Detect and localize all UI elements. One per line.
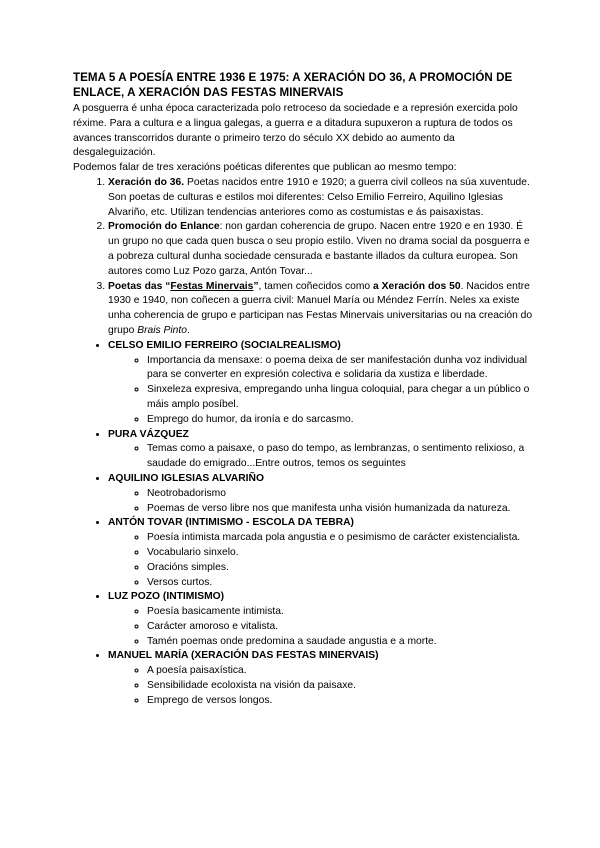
author-point: ◦ Poesía intimista marcada pola angustia e o pesimismo de carácter existencialista. (147, 531, 535, 546)
author-points (108, 664, 535, 708)
author-point: ◦ Importancia da mensaxe: o poema deixa de ser manifestación dunha voz individual para se converter en expresión colectiva e solidaria da xustiza e liberdade. (147, 354, 535, 384)
author-name: ANTÓN TOVAR (INTIMISMO - ESCOLA DA TEBRA) (108, 517, 354, 529)
author-point: ◦ Sinxeleza expresiva, empregando unha lingua coloquial, para chegar a un público o máis amplo posíbel. (147, 383, 535, 413)
author-points (108, 605, 535, 649)
author-name: PURA VÁZQUEZ (108, 428, 189, 440)
author-name: MANUEL MARÍA (XERACIÓN DAS FESTAS MINERVAIS) (108, 650, 379, 662)
generation-text: . (187, 324, 190, 336)
generation-text: Poetas nacidos entre 1910 e 1920; a guerra civil colleos na súa xuventude. Son poetas de culturas e estilos moi diferentes: Celso Emilio Ferreiro, Aquilino Iglesias Alvariño, etc. Utilizan tendencias anteriores como as costumistas e ás paisaxistas. (108, 176, 530, 218)
author-point: ◦ Emprego de versos longos. (147, 694, 535, 709)
author-points (108, 487, 535, 517)
author-points (108, 531, 535, 590)
generation-text: : non gardan coherencia de grupo. Nacen entre 1920 e en 1930. É un grupo no que cada quen busca o seu propio estilo. Viven no drama social da posguerra e a pobreza cultural dunha sociedade censurada e bastante illados da cultura europea. Son autores como Luz Pozo garza, Antón Tovar... (108, 221, 530, 277)
generation-name (108, 281, 259, 292)
author-point: ◦ Poemas de verso libre nos que manifesta unha visión humanizada da natureza. (147, 502, 535, 517)
author-point: ◦ Temas como a paisaxe, o paso do tempo, as lembranzas, o sentimento relixioso, a saudade do emigrado...Entre outros, temos os seguintes (147, 442, 535, 472)
author-name: CELSO EMILIO FERREIRO (SOCIALREALISMO) (108, 339, 341, 351)
author-item (108, 516, 535, 590)
author-point: ◦ Emprego do humor, da ironía e do sarcasmo. (147, 413, 535, 428)
author-point: ◦ Neotrobadorismo (147, 487, 535, 502)
author-name: LUZ POZO (INTIMISMO) (108, 591, 225, 603)
author-point: ◦ Oracións simples. (147, 561, 535, 576)
generation-name-post: ” (253, 280, 259, 292)
author-point: ◦ Sensibilidade ecoloxista na visión da paisaxe. (147, 679, 535, 694)
generations-list (73, 176, 535, 339)
intro-paragraph: A posguerra é unha época caracterizada polo retroceso da sociedade e a represión exercida polo réxime. Para a cultura e a lingua galegas, a guerra e a ditadura supuxeron a ruptura de todos os avances transcorridos durante o primeiro terzo do século XX debido ao aumento da desgaleguización. (73, 103, 518, 159)
generation-name-pre: Poetas das “ (108, 280, 171, 292)
author-item (108, 339, 535, 428)
author-item (108, 472, 535, 516)
generation-item (108, 220, 535, 279)
generation-name-underlined: Festas Minervais (170, 280, 254, 292)
generation-name: Xeración do 36. (108, 176, 185, 188)
document-content (73, 70, 535, 709)
generation-name: Promoción do Enlance (108, 221, 220, 233)
author-item (108, 428, 535, 472)
author-points (108, 442, 535, 472)
author-point: ◦ A poesía paisaxística. (147, 664, 535, 679)
author-name: AQUILINO IGLESIAS ALVARIÑO (108, 472, 264, 484)
author-points (108, 354, 535, 428)
generation-alt-name: a Xeración dos 50 (373, 280, 461, 292)
generation-text: . Nacidos entre 1930 e 1940, non coñecen a guerra civil: Manuel María ou Méndez Ferrín. Neles xa existe unha coherencia de grupo e participan nas Festas Minervais universitarias ou na creación do grupo (108, 280, 533, 336)
author-point: ◦ Vocabulario sinxelo. (147, 546, 535, 561)
author-item (108, 649, 535, 708)
generation-text: , tamen coñecidos como (258, 280, 374, 292)
author-point: ◦ Carácter amoroso e vitalista. (147, 620, 535, 635)
author-point: ◦ Versos curtos. (147, 576, 535, 591)
intro-paragraph: Podemos falar de tres xeracións poéticas diferentes que publican ao mesmo tempo: (73, 162, 457, 174)
author-item (108, 590, 535, 649)
document-title: TEMA 5 A POESÍA ENTRE 1936 E 1975: A XERACIÓN DO 36, A PROMOCIÓN DE ENLACE, A XERACIÓN DAS FESTAS MINERVAIS (73, 71, 513, 99)
generation-item (108, 176, 535, 220)
authors-list (73, 339, 535, 709)
author-point: ◦ Poesía basicamente intimista. (147, 605, 535, 620)
author-point: ◦ Tamén poemas onde predomina a saudade angustia e a morte. (147, 635, 535, 650)
group-name: Brais Pinto (137, 324, 187, 336)
generation-item (108, 280, 535, 339)
